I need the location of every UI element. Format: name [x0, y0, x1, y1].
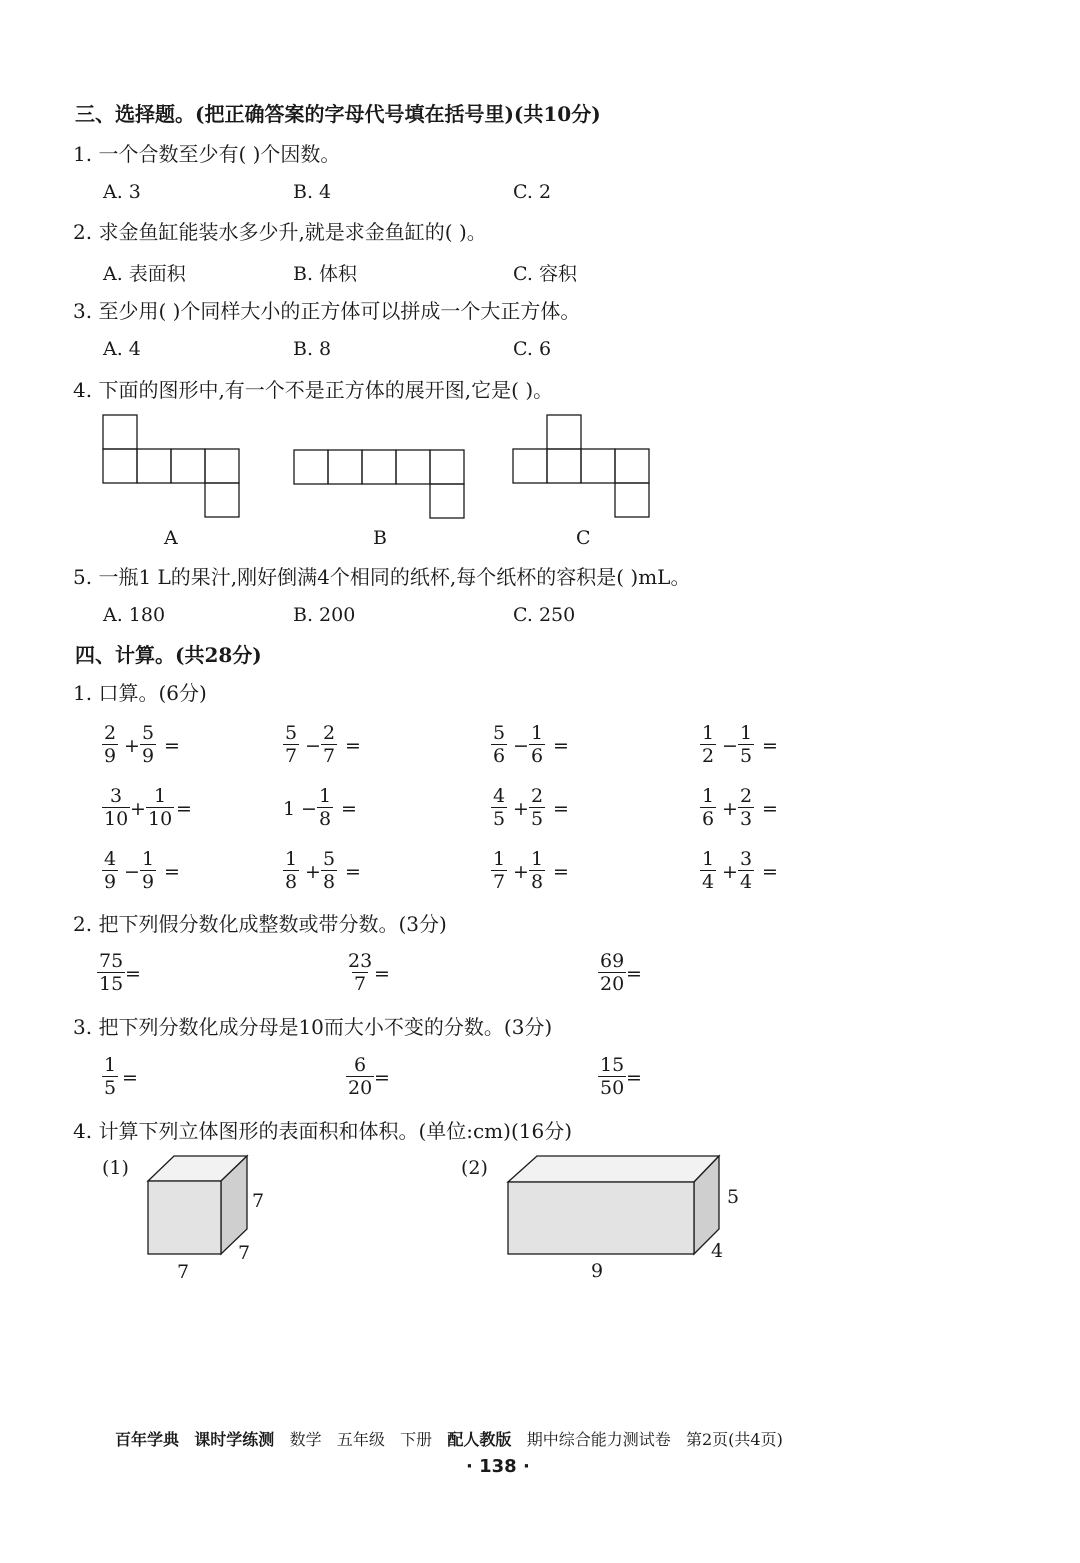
numerator: 5: [285, 722, 298, 744]
denominator: 8: [531, 871, 544, 893]
denominator: 7: [354, 973, 367, 995]
numerator: 4: [104, 848, 117, 870]
denominator: 2: [702, 745, 715, 767]
cube-depth-label: 7: [238, 1242, 251, 1264]
fraction: [491, 848, 507, 893]
operator: +: [722, 861, 738, 883]
denominator: 6: [531, 745, 544, 767]
numerator: 1: [702, 722, 715, 744]
cube-net-c: [513, 415, 649, 517]
numerator: 1: [104, 1054, 117, 1076]
equals-sign: =: [345, 735, 361, 757]
denominator: 6: [702, 808, 715, 830]
equals-sign: =: [762, 735, 778, 757]
fraction: [700, 785, 716, 830]
footer-brand: 百年学典: [115, 1430, 180, 1449]
numerator: 2: [531, 785, 544, 807]
fraction: [598, 1054, 626, 1099]
numerator: 4: [493, 785, 506, 807]
denominator: 5: [531, 808, 544, 830]
operator: −: [722, 735, 738, 757]
improper-fraction: [346, 950, 374, 995]
denominator: 4: [702, 871, 715, 893]
equals-sign: =: [122, 1067, 138, 1089]
fraction: [317, 785, 333, 830]
fraction: [529, 785, 545, 830]
operator: +: [305, 861, 321, 883]
fraction: [529, 848, 545, 893]
fraction: [738, 722, 754, 767]
cuboid-figure: [508, 1156, 719, 1254]
cube-height-label: 7: [252, 1190, 265, 1212]
denominator: 3: [740, 808, 753, 830]
operator: +: [130, 798, 146, 820]
operator: +: [722, 798, 738, 820]
fraction: [283, 848, 299, 893]
numerator: 1: [154, 785, 167, 807]
footer-series: 课时学练测: [194, 1430, 275, 1449]
denominator: 10: [104, 808, 129, 830]
equals-sign: =: [626, 1067, 642, 1089]
denominator: 5: [493, 808, 506, 830]
q2-option-b: B. 体积: [293, 263, 358, 285]
q1-option-b: B. 4: [293, 181, 332, 203]
cube-figure: [148, 1156, 247, 1254]
q2-option-c: C. 容积: [513, 263, 577, 285]
section-3-title: 三、选择题。(把正确答案的字母代号填在括号里)(共10分): [75, 102, 601, 126]
equals-sign: =: [553, 798, 569, 820]
cuboid-width-label: 9: [591, 1260, 604, 1282]
numerator: 6: [354, 1054, 367, 1076]
numerator: 3: [110, 785, 123, 807]
denominator: 20: [348, 1077, 373, 1099]
numerator: 69: [600, 950, 625, 972]
question-5: 5. 一瓶1 L的果汁,刚好倒满4个相同的纸杯,每个纸杯的容积是( )mL。: [73, 565, 691, 589]
fraction: [321, 722, 337, 767]
denominator: 8: [319, 808, 332, 830]
equals-sign: =: [553, 861, 569, 883]
numerator: 1: [531, 848, 544, 870]
equals-sign: =: [125, 963, 141, 985]
operator: −: [305, 735, 321, 757]
numerator: 1: [493, 848, 506, 870]
part-4-title: 4. 计算下列立体图形的表面积和体积。(单位:cm)(16分): [73, 1119, 573, 1143]
fraction: [491, 785, 507, 830]
question-4: 4. 下面的图形中,有一个不是正方体的展开图,它是( )。: [73, 378, 554, 402]
numerator: 1: [702, 785, 715, 807]
q3-option-c: C. 6: [513, 338, 552, 360]
denominator: 8: [285, 871, 298, 893]
whole-number: 1: [283, 798, 296, 820]
numerator: 1: [319, 785, 332, 807]
net-label-b: B: [373, 527, 387, 549]
fraction: [738, 785, 754, 830]
denominator: 8: [323, 871, 336, 893]
footer-test-name: 期中综合能力测试卷: [526, 1430, 671, 1449]
question-1: 1. 一个合数至少有( )个因数。: [73, 142, 341, 166]
q3-option-a: A. 4: [103, 338, 141, 360]
denominator: 50: [600, 1077, 625, 1099]
q5-option-c: C. 250: [513, 604, 576, 626]
part-2-title: 2. 把下列假分数化成整数或带分数。(3分): [73, 912, 447, 936]
operator: +: [513, 798, 529, 820]
question-2: 2. 求金鱼缸能装水多少升,就是求金鱼缸的( )。: [73, 220, 487, 244]
equals-sign: =: [345, 861, 361, 883]
fraction: [700, 722, 716, 767]
operator: −: [513, 735, 529, 757]
net-label-c: C: [576, 527, 591, 549]
cube-width-label: 7: [177, 1261, 190, 1283]
denominator: 15: [99, 973, 124, 995]
footer-page-info: 第2页(共4页): [685, 1430, 783, 1449]
improper-fraction: [97, 950, 125, 995]
question-3: 3. 至少用( )个同样大小的正方体可以拼成一个大正方体。: [73, 299, 581, 323]
cube-net-b: [294, 450, 464, 518]
part-3-title: 3. 把下列分数化成分母是10而大小不变的分数。(3分): [73, 1015, 553, 1039]
denominator: 5: [104, 1077, 117, 1099]
fraction: [140, 848, 156, 893]
fraction: [140, 722, 156, 767]
numerator: 2: [104, 722, 117, 744]
footer-info: [115, 1430, 783, 1450]
improper-fraction: [598, 950, 626, 995]
fraction: [700, 848, 716, 893]
denominator: 9: [104, 745, 117, 767]
fraction: [491, 722, 507, 767]
figure-1-label: (1): [102, 1157, 129, 1179]
equals-sign: =: [164, 861, 180, 883]
numerator: 5: [323, 848, 336, 870]
footer-edition: 配人教版: [447, 1430, 512, 1449]
q1-option-c: C. 2: [513, 181, 552, 203]
cube-net-a: [103, 415, 239, 517]
equals-sign: =: [164, 735, 180, 757]
cuboid-height-label: 5: [727, 1186, 740, 1208]
equals-sign: =: [553, 735, 569, 757]
footer-volume: 下册: [400, 1430, 433, 1449]
page-number: · 138 ·: [466, 1456, 530, 1477]
denominator: 4: [740, 871, 753, 893]
footer-subject: 数学: [289, 1430, 322, 1449]
denominator: 10: [148, 808, 173, 830]
equals-sign: =: [341, 798, 357, 820]
numerator: 1: [142, 848, 155, 870]
numerator: 2: [323, 722, 336, 744]
q2-option-a: A. 表面积: [103, 263, 186, 285]
part-1-title: 1. 口算。(6分): [73, 681, 207, 705]
fraction: [529, 722, 545, 767]
fraction: [102, 722, 118, 767]
fraction: [346, 1054, 374, 1099]
fraction: [321, 848, 337, 893]
net-label-a: A: [164, 527, 178, 549]
figure-2-label: (2): [461, 1157, 488, 1179]
numerator: 1: [740, 722, 753, 744]
q3-option-b: B. 8: [293, 338, 332, 360]
denominator: 6: [493, 745, 506, 767]
operator: −: [301, 798, 317, 820]
denominator: 7: [323, 745, 336, 767]
equals-sign: =: [762, 798, 778, 820]
equals-sign: =: [176, 798, 192, 820]
q1-option-a: A. 3: [103, 181, 141, 203]
q5-option-a: A. 180: [103, 604, 166, 626]
cuboid-depth-label: 4: [711, 1240, 724, 1262]
footer-grade: 五年级: [336, 1430, 385, 1449]
numerator: 2: [740, 785, 753, 807]
denominator: 7: [285, 745, 298, 767]
denominator: 7: [493, 871, 506, 893]
q5-option-b: B. 200: [293, 604, 356, 626]
operator: −: [124, 861, 140, 883]
equals-sign: =: [374, 963, 390, 985]
fraction: [146, 785, 174, 830]
fraction: [102, 1054, 118, 1099]
numerator: 23: [348, 950, 373, 972]
numerator: 1: [285, 848, 298, 870]
equals-sign: =: [762, 861, 778, 883]
denominator: 5: [740, 745, 753, 767]
numerator: 5: [142, 722, 155, 744]
fraction: [738, 848, 754, 893]
denominator: 9: [142, 871, 155, 893]
numerator: 15: [600, 1054, 625, 1076]
fraction: [283, 722, 299, 767]
operator: +: [513, 861, 529, 883]
numerator: 3: [740, 848, 753, 870]
section-4-title: 四、计算。(共28分): [75, 643, 262, 667]
equals-sign: =: [626, 963, 642, 985]
numerator: 1: [702, 848, 715, 870]
denominator: 20: [600, 973, 625, 995]
denominator: 9: [104, 871, 117, 893]
fraction: [102, 785, 130, 830]
numerator: 5: [493, 722, 506, 744]
operator: +: [124, 735, 140, 757]
fraction: [102, 848, 118, 893]
numerator: 75: [99, 950, 124, 972]
equals-sign: =: [374, 1067, 390, 1089]
denominator: 9: [142, 745, 155, 767]
numerator: 1: [531, 722, 544, 744]
